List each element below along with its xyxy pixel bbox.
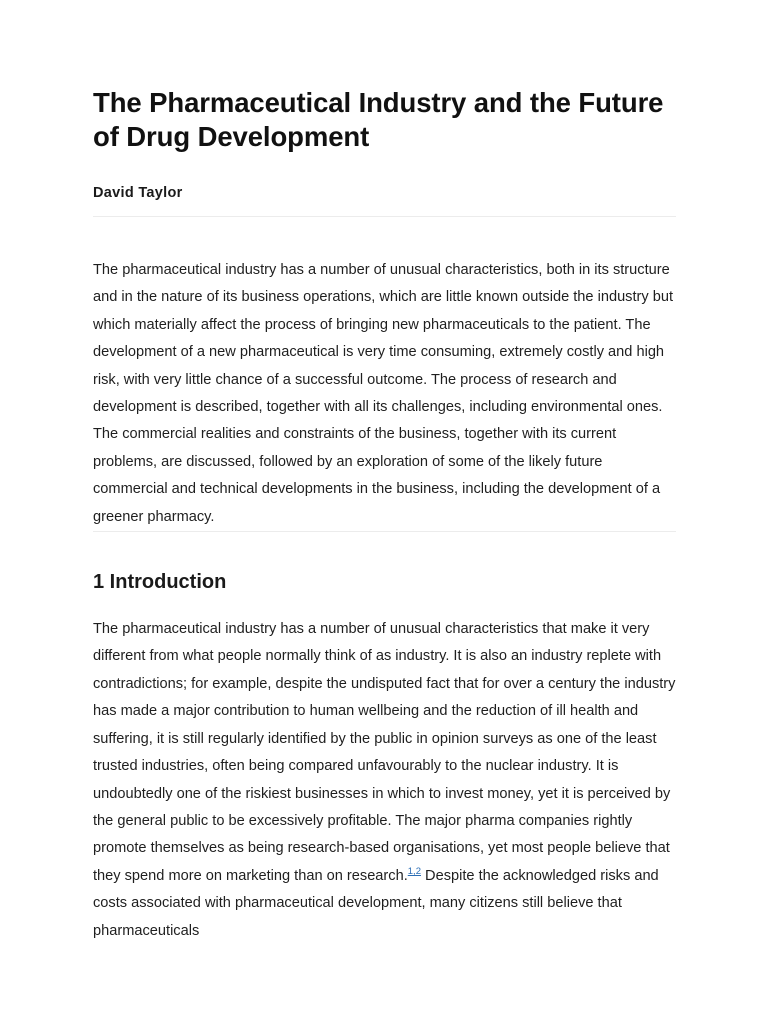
section-heading-introduction: 1 Introduction [93, 571, 227, 594]
abstract-divider [93, 531, 676, 532]
introduction-paragraph [93, 616, 676, 945]
footnote-reference-link[interactable]: 1,2 [407, 865, 421, 877]
introduction-text-part2: Despite the acknowledged risks and costs associated with pharmaceutical development, many citizens still believe that pharmaceuticals [93, 867, 659, 939]
article-title: The Pharmaceutical Industry and the Future of Drug Development [93, 87, 664, 152]
header-divider [93, 216, 676, 217]
article-author: David Taylor [93, 185, 183, 201]
article-abstract: The pharmaceutical industry has a number of unusual characteristics, both in its structure and in the nature of its business operations, which are little known outside the industry but which materially affect the process of bringing new pharmaceuticals to the patient. The development of a new pharmaceutical is very time consuming, extremely costly and high risk, with very little chance of a successful outcome. The process of research and development is described, together with all its challenges, including environmental ones. The commercial realities and constraints of the business, together with its current problems, are discussed, followed by an exploration of some of the likely future commercial and technical developments in the business, including the development of a greener pharmacy. [93, 262, 674, 525]
introduction-text-part1: The pharmaceutical industry has a number of unusual characteristics that make it very different from what people normally think of as industry. It is also an industry replete with contradictions; for example, despite the undisputed fact that for over a century the industry has made a major contribution to human wellbeing and the reduction of ill health and suffering, it is still regularly identified by the public in opinion surveys as one of the least trusted industries, often being compared unfavourably to the nuclear industry. It is undoubtedly one of the riskiest businesses in which to invest money, yet it is perceived by the general public to be excessively profitable. The major pharma companies rightly promote themselves as being research-based organisations, yet most people believe that they spend more on marketing than on research. [93, 621, 676, 884]
